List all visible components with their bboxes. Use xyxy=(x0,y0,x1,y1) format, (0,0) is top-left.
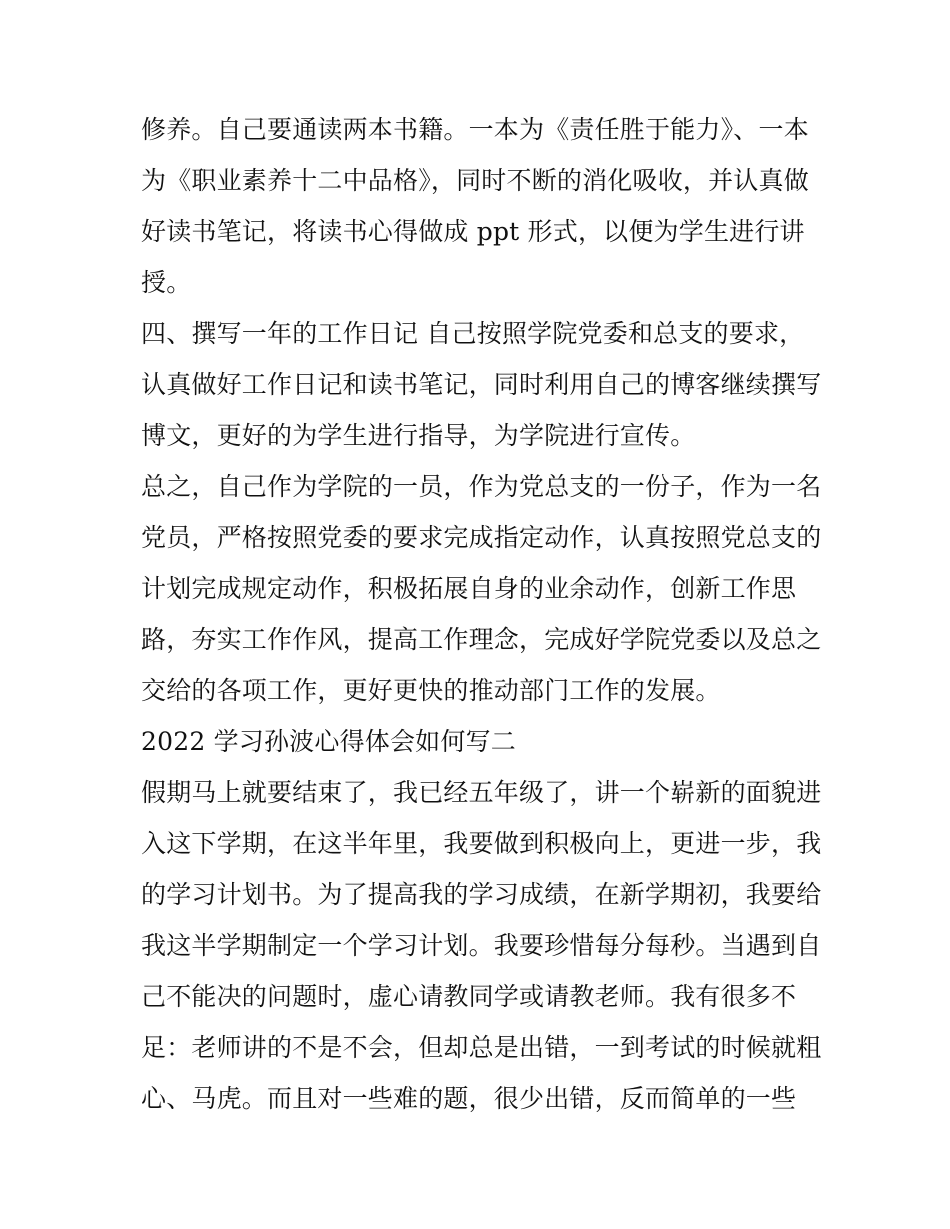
text-line: 党员，严格按照党委的要求完成指定动作，认真按照党总支的 xyxy=(141,523,822,552)
section-heading-line: 四、撰写一年的工作日记 自己按照学院党委和总支的要求， xyxy=(141,319,805,348)
section-title: 2022 学习孙波心得体会如何写二 xyxy=(141,727,516,756)
text-line: 己不能决的问题时，虚心请教同学或请教老师。我有很多不 xyxy=(141,982,797,1011)
text-line: 交给的各项工作，更好更快的推动部门工作的发展。 xyxy=(141,676,721,705)
text-line: 修养。自己要通读两本书籍。一本为《责任胜于能力》、一本 xyxy=(141,115,809,144)
text-line: 足：老师讲的不是不会，但却总是出错，一到考试的时候就粗 xyxy=(141,1033,822,1062)
text-line: 总之，自己作为学院的一员，作为党总支的一份子，作为一名 xyxy=(141,472,822,501)
text-line: 入这下学期，在这半年里，我要做到积极向上，更进一步，我 xyxy=(141,829,822,858)
text-line: 计划完成规定动作，积极拓展自身的业余动作，创新工作思 xyxy=(141,574,797,603)
text-line: 假期马上就要结束了，我已经五年级了，讲一个崭新的面貌进 xyxy=(141,778,822,807)
text-line: 路，夯实工作作风，提高工作理念，完成好学院党委以及总之 xyxy=(141,625,822,654)
document-body xyxy=(141,104,831,1124)
text-line: 为《职业素养十二中品格》，同时不断的消化吸收，并认真做 xyxy=(141,166,809,195)
text-line: 授。 xyxy=(141,268,192,297)
text-line: 的学习计划书。为了提高我的学习成绩，在新学期初，我要给 xyxy=(141,880,822,909)
text-line: 我这半学期制定一个学习计划。我要珍惜每分每秒。当遇到自 xyxy=(141,931,822,960)
text-line: 心、马虎。而且对一些难的题，很少出错，反而简单的一些 xyxy=(141,1084,797,1113)
text-line: 博文，更好的为学生进行指导，为学院进行宣传。 xyxy=(141,421,696,450)
text-line: 认真做好工作日记和读书笔记，同时利用自己的博客继续撰写 xyxy=(141,370,822,399)
text-line: 好读书笔记，将读书心得做成 ppt 形式，以便为学生进行讲 xyxy=(141,217,805,246)
